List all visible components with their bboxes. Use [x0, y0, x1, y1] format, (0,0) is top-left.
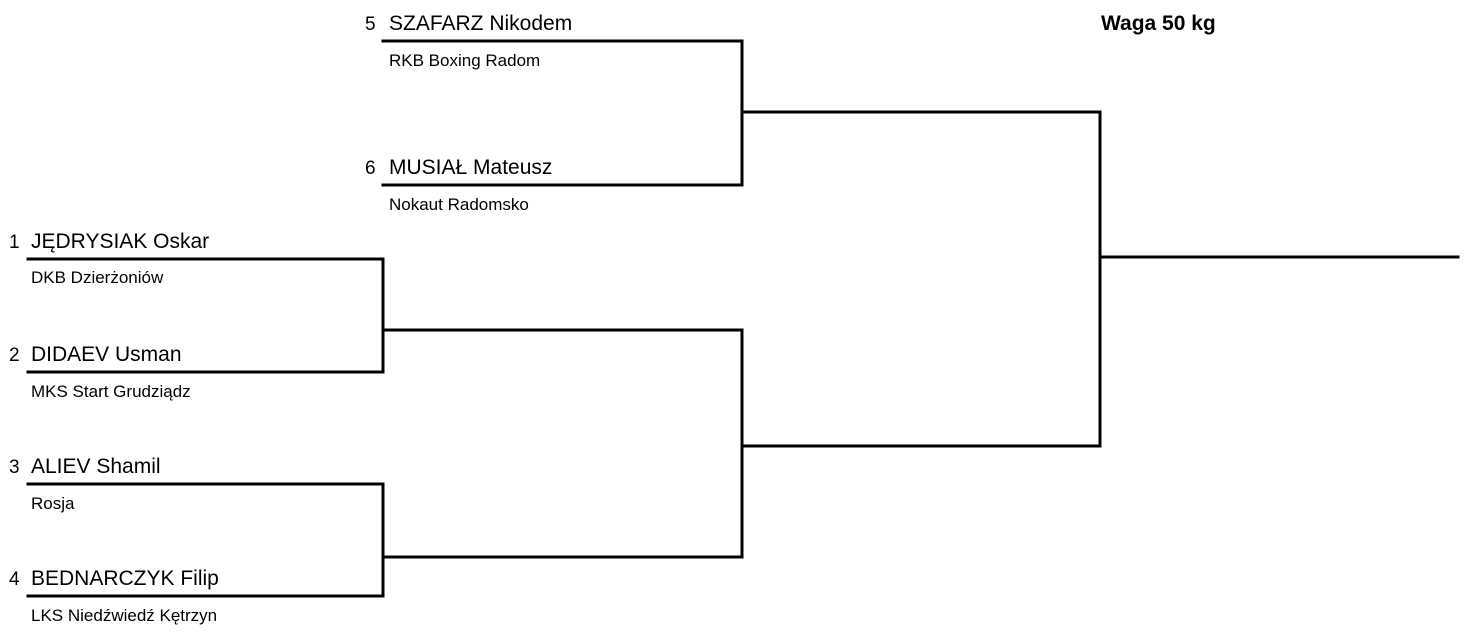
fighter-club: LKS Niedźwiedź Kętrzyn	[31, 606, 218, 625]
fighter-seed: 1	[9, 232, 20, 253]
fighter-club: DKB Dzierżoniów	[31, 268, 164, 287]
fighter-club: Rosja	[31, 494, 75, 513]
fighter-seed: 3	[9, 457, 20, 478]
fighter-seed: 6	[365, 158, 376, 179]
fighter-name: DIDAEV Usman	[31, 343, 182, 366]
fighter-seed: 5	[365, 14, 376, 35]
fighter-name: ALIEV Shamil	[31, 455, 161, 478]
fighter-club: MKS Start Grudziądz	[31, 382, 191, 401]
fighter-seed: 4	[9, 569, 20, 590]
fighter-seed: 2	[9, 345, 20, 366]
fighter-name: JĘDRYSIAK Oskar	[31, 230, 210, 253]
weight-class-title: Waga 50 kg	[1101, 12, 1216, 35]
fighter-club: Nokaut Radomsko	[389, 195, 529, 214]
fighter-name: SZAFARZ Nikodem	[389, 12, 573, 35]
fighter-name: MUSIAŁ Mateusz	[389, 156, 553, 179]
fighter-name: BEDNARCZYK Filip	[31, 567, 219, 590]
fighter-club: RKB Boxing Radom	[389, 51, 541, 70]
